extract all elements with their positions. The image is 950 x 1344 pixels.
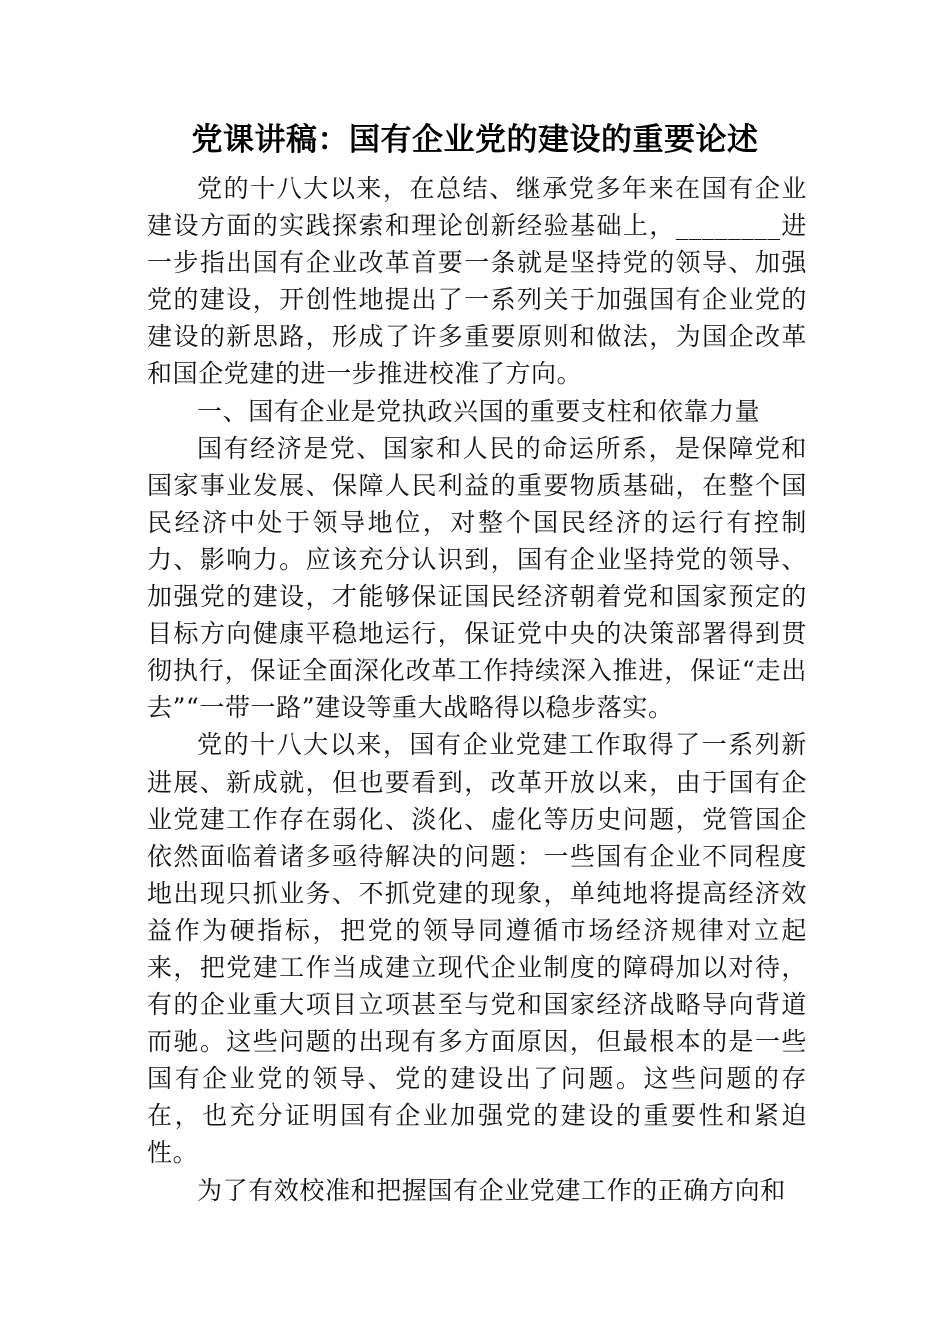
section-heading-1: 一、国有企业是党执政兴国的重要支柱和依靠力量 [197,396,761,426]
document-title: 党课讲稿：国有企业党的建设的重要论述 [191,122,759,158]
paragraph-intro: 党的十八大以来，在总结、继承党多年来在国有企业建设方面的实践探索和理论创新经验基础上，________进一步指出国有企业改革首要一条就是坚持党的领导、加强党的建设，开创性地提出了一系列关于加强国有企业党的建设的新思路，形成了许多重要原则和做法，为国企改革和国企党建的进一步推进校准了方向。 [147,174,807,389]
paragraph-state-economy: 国有经济是党、国家和人民的命运所系，是保障党和国家事业发展、保障人民利益的重要物质基础，在整个国民经济中处于领导地位，对整个国民经济的运行有控制力、影响力。应该充分认识到，国有企业坚持党的领导、加强党的建设，才能够保证国民经济朝着党和国家预定的目标方向健康平稳地运行，保证党中央的决策部署得到贯彻执行，保证全面深化改革工作持续深入推进，保证“走出去”“一带一路”建设等重大战略得以稳步落实。 [147,433,807,723]
paragraph-continuation: 为了有效校准和把握国有企业党建工作的正确方向和 [197,1175,786,1205]
document-body [147,170,807,1209]
paragraph-problems: 党的十八大以来，国有企业党建工作取得了一系列新进展、新成就，但也要看到，改革开放以来，由于国有企业党建工作存在弱化、淡化、虚化等历史问题，党管国企依然面临着诸多亟待解决的问题：一些国有企业不同程度地出现只抓业务、不抓党建的现象，单纯地将提高经济效益作为硬指标，把党的领导同遵循市场经济规律对立起来，把党建工作当成建立现代企业制度的障碍加以对待，有的企业重大项目立项甚至与党和国家经济战略导向背道而驰。这些问题的出现有多方面原因，但最根本的是一些国有企业党的领导、党的建设出了问题。这些问题的存在，也充分证明国有企业加强党的建设的重要性和紧迫性。 [147,730,807,1168]
